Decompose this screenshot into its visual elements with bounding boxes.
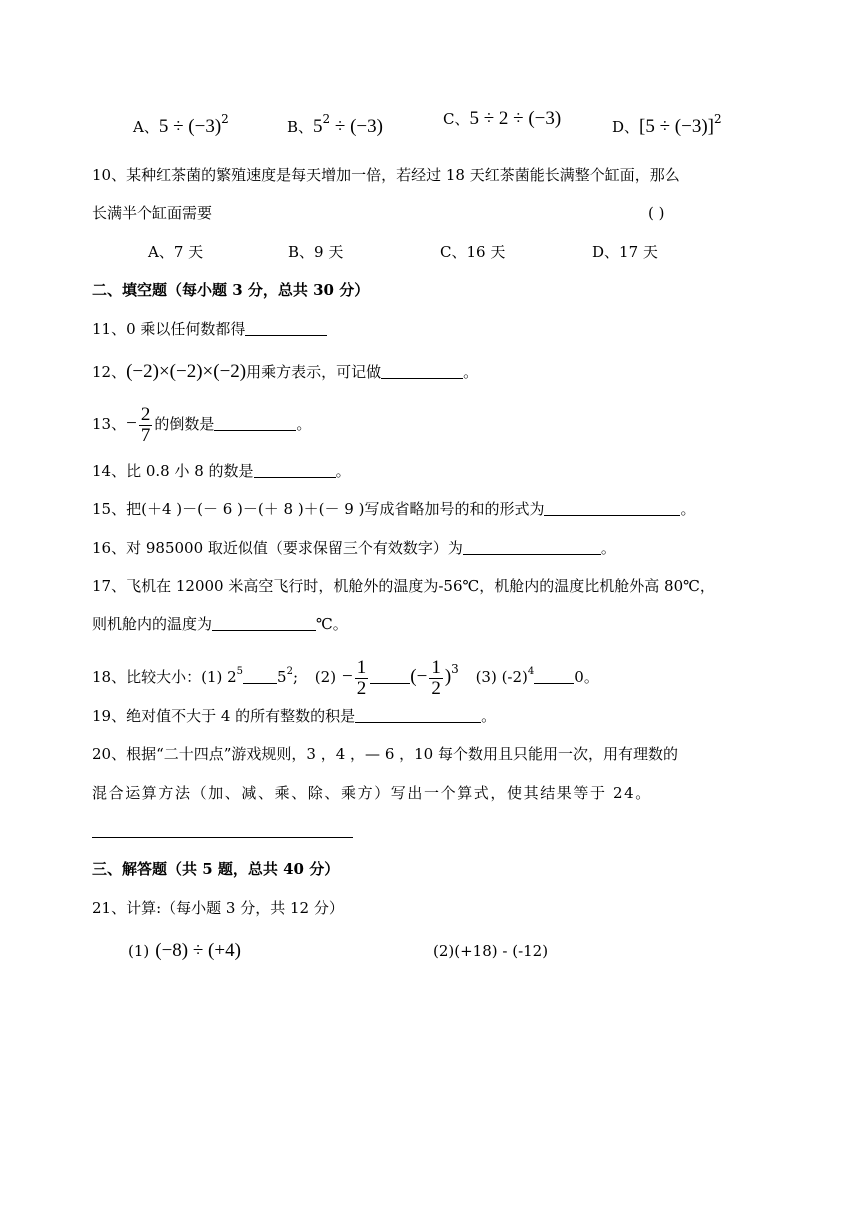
q13-answer-blank[interactable] bbox=[214, 414, 296, 431]
section-2-title: 二、填空题（每小题 3 分，总共 30 分） bbox=[92, 281, 370, 299]
q17-answer-blank[interactable] bbox=[212, 614, 316, 631]
q9-option-a[interactable]: A、$5 \div (-3)^2$ bbox=[133, 112, 229, 137]
q19: 19、绝对值不大于 4 的所有整数的积是 。 bbox=[92, 707, 497, 725]
q10-stem-line2: 长满半个缸面需要 bbox=[92, 204, 213, 222]
q9-option-d[interactable]: D、$[5 \div (-3)]^2$ bbox=[612, 112, 722, 137]
q18-part3-blank[interactable] bbox=[534, 667, 574, 684]
q16-answer-blank[interactable] bbox=[463, 538, 601, 555]
q18-fraction-1: $\frac{1}{2}$ bbox=[356, 656, 367, 699]
q21-stem: 21、计算:（每小题 3 分，共 12 分） bbox=[92, 899, 344, 917]
q10-answer-paren[interactable]: ( ) bbox=[648, 204, 665, 222]
q19-answer-blank[interactable] bbox=[355, 706, 481, 723]
q10-stem-line1: 10、某种红茶菌的繁殖速度是每天增加一倍，若经过 18 天红茶菌能长满整个缸面，那么 bbox=[92, 166, 680, 184]
q21-part-1-expr: (−8) ÷ (+4) bbox=[155, 940, 241, 961]
q9-option-a-expr: 5 ÷ (−3) bbox=[158, 116, 222, 137]
q15: 15、把(＋4 )－(－ 6 )－(＋ 8 )＋(－ 9 )写成省略加号的和的形式为 。 bbox=[92, 500, 696, 518]
q17-line2: 则机舱内的温度为 ℃。 bbox=[92, 615, 348, 633]
q20-stem-line2: 混合运算方法（加、减、乘、除、乘方）写出一个算式，使其结果等于 24。 bbox=[92, 784, 652, 802]
q10-option-b[interactable]: B、9 天 bbox=[288, 243, 344, 261]
q9-option-c[interactable]: C、5 ÷ 2 ÷ (−3) bbox=[443, 108, 562, 129]
q15-answer-blank[interactable] bbox=[544, 499, 680, 516]
q10-option-c[interactable]: C、16 天 bbox=[440, 243, 506, 261]
q10-option-d[interactable]: D、17 天 bbox=[592, 243, 658, 261]
q18-fraction-2: $\frac{1}{2}$ bbox=[431, 656, 441, 699]
q20-stem-line1: 20、根据“二十四点”游戏规则，3 ，4 ，— 6 ，10 每个数用且只能用一次，用有理数的 bbox=[92, 745, 678, 763]
q21-part-2: (2)(+18) - (-12) bbox=[433, 942, 549, 960]
q14: 14、比 0.8 小 8 的数是 。 bbox=[92, 462, 351, 480]
q13-fraction: $\frac{2}{7}$ bbox=[140, 403, 151, 446]
q18: 18、比较大小：(1) $2^5$ $5^2$; (2) − $\frac{1}{2}$ (− $\frac{1}{2}$ )$^3$ (3) $(-2)^4$ 0。 bbox=[92, 656, 599, 699]
q12: 12、(−2)×(−2)×(−2)用乘方表示，可记做 。 bbox=[92, 361, 479, 382]
q10-option-a[interactable]: A、7 天 bbox=[148, 243, 204, 261]
q11: 11、0 乘以任何数都得 bbox=[92, 318, 327, 340]
q17-stem-line1: 17、飞机在 12000 米高空飞行时，机舱外的温度为-56℃，机舱内的温度比机舱外高 80℃， bbox=[92, 577, 715, 595]
q9-option-b[interactable]: B、$5^2 \div (-3)$ bbox=[287, 112, 383, 137]
q20-answer-line[interactable] bbox=[92, 837, 353, 838]
q21-part-1: (1) (−8) ÷ (+4) bbox=[128, 940, 241, 961]
q11-answer-blank[interactable] bbox=[245, 319, 327, 336]
q13: 13、− $\frac{2}{7}$ 的倒数是 。 bbox=[92, 403, 312, 446]
q18-part1-blank[interactable] bbox=[243, 667, 277, 684]
q14-answer-blank[interactable] bbox=[254, 461, 336, 478]
q12-expression: (−2)×(−2)×(−2) bbox=[126, 361, 247, 382]
section-3-title: 三、解答题（共 5 题，总共 40 分） bbox=[92, 860, 340, 878]
q16: 16、对 985000 取近似值（要求保留三个有效数字）为 。 bbox=[92, 539, 616, 557]
q12-answer-blank[interactable] bbox=[381, 362, 463, 379]
q18-part2-blank[interactable] bbox=[370, 667, 410, 684]
